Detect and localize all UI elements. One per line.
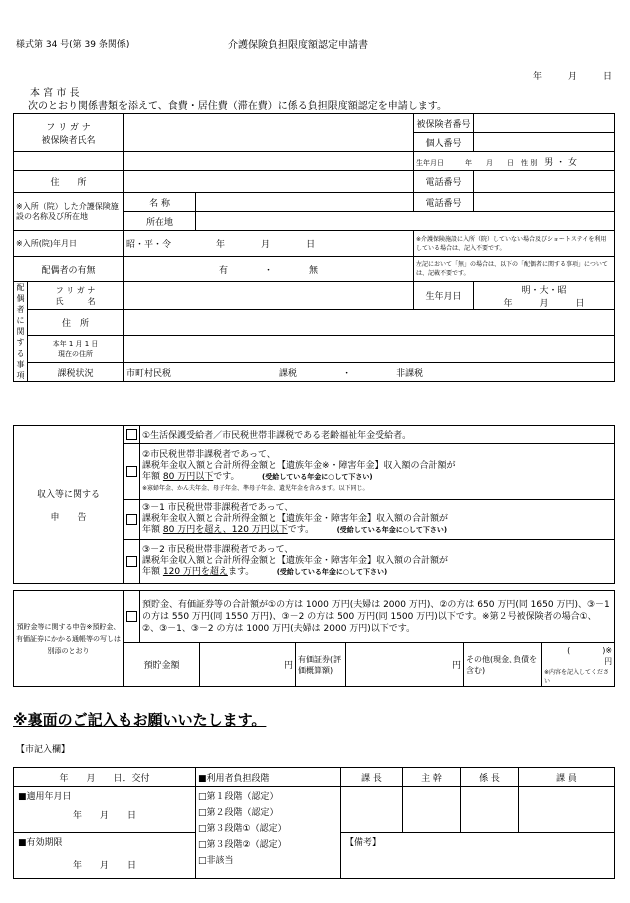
sp-address-field[interactable] xyxy=(124,310,615,336)
insured-name-label: フ リ ガ ナ 被保険者氏名 xyxy=(14,114,124,152)
intro-text: 次のとおり関係書類を添えて、食費・居住費（滞在費）に係る負担限度額認定を申請します。 xyxy=(28,101,447,112)
form-title: 介護保険負担限度額認定申請書 xyxy=(228,40,368,51)
other-field[interactable]: ( )※ 円 ※内容を記入してください xyxy=(542,643,615,687)
sp-birth-label: 生年月日 xyxy=(414,282,474,310)
form-number: 様式第 34 号(第 39 条関係) xyxy=(16,40,130,50)
income-table xyxy=(13,425,615,584)
address-field[interactable] xyxy=(124,171,414,193)
phone-field[interactable] xyxy=(474,171,615,193)
sp-jan-address-label: 本年 1 月 1 日 現在の住所 xyxy=(28,336,124,363)
savings-table xyxy=(13,590,615,687)
addressee: 本 宮 市 長 xyxy=(30,88,80,99)
back-notice: ※裏面のご記入もお願いいたします。 xyxy=(13,711,267,729)
insured-blank2 xyxy=(124,152,414,171)
opt2-text: ②市民税世帯非課税者であって、 課税年金収入額と合計所得金額と【遺族年金※・障害年金】収入額の合計額が 年額 80 万円以下です。 (受給している年金に○して下さい) ※寡婦年金、かん夫年金、母子年金、準母子年金、遺児年金を含みます。以下同じ。 xyxy=(140,444,615,500)
personal-no-label: 個人番号 xyxy=(414,133,474,152)
opt3-checkbox[interactable] xyxy=(124,500,140,540)
date-month: 月 xyxy=(568,72,578,82)
personal-no-field[interactable] xyxy=(474,133,615,152)
facility-phone-field[interactable] xyxy=(474,193,615,212)
opt1-text: ①生活保護受給者／市民税世帯非課税である老齢福祉年金受給者。 xyxy=(140,426,615,444)
savings-text: 預貯金、有価証券等の合計額が①の方は 1000 万円(夫婦は 2000 万円)、②の方は 650 万円(同 1650 万円)、③－1 の方は 550 万円(同 1550 万円)、③－2 の方は 500 万円(同 1500 万円)以下です。※第２号被保険者の場合①、②、③－1、③－2 の方は 1000 万円(夫婦は 2000 万円)以下です。 xyxy=(140,591,615,643)
facility-name-field[interactable] xyxy=(196,193,414,212)
city-section-title: 【市記入欄】 xyxy=(16,745,71,755)
sp-name-label: フ リ ガ ナ 氏 名 xyxy=(28,282,124,310)
sub-label: 係 長 xyxy=(461,768,519,787)
date-day: 日 xyxy=(603,72,613,82)
facility-loc-label: 所在地 xyxy=(124,212,196,231)
savings-checkbox[interactable] xyxy=(124,591,140,643)
opt4-checkbox[interactable] xyxy=(124,540,140,584)
insured-no-field[interactable] xyxy=(474,114,615,133)
sub-stamp[interactable] xyxy=(461,787,519,833)
spouse-options[interactable]: 有 ・ 無 xyxy=(124,257,414,282)
income-label: 収入等に関する 申 告 xyxy=(14,426,124,584)
opt1-checkbox[interactable] xyxy=(124,426,140,444)
address-label: 住 所 xyxy=(14,171,124,193)
savings-label: 預貯金等に関する申告※預貯金、有価証券にかかる通帳等の写しは別添のとおり xyxy=(14,591,124,687)
deposit-field[interactable]: 円 xyxy=(200,643,296,687)
city-table xyxy=(13,767,615,879)
insured-name-field[interactable] xyxy=(124,114,414,152)
admit-label: ※入所(院)年月日 xyxy=(14,231,124,257)
facility-name-label: 名 称 xyxy=(124,193,196,212)
chief-stamp[interactable] xyxy=(341,787,403,833)
spouse-section-label: 配偶者に関する事項 xyxy=(14,282,28,382)
birth-sex-row[interactable]: 生年月日 年 月 日 性 別 男 ・ 女 xyxy=(414,152,615,171)
facility-label: ※入所（院）した介護保険施設の名称及び所在地 xyxy=(14,193,124,231)
insured-blank xyxy=(14,152,124,171)
opt2-checkbox[interactable] xyxy=(124,444,140,500)
spouse-label: 配偶者の有無 xyxy=(14,257,124,282)
staff-stamp[interactable] xyxy=(519,787,615,833)
phone-label: 電話番号 xyxy=(414,171,474,193)
valid-date[interactable]: ■有効期限 年 月 日 xyxy=(14,833,196,879)
facility-loc-field[interactable] xyxy=(196,212,615,231)
applied-date[interactable]: ■適用年月日 年 月 日 xyxy=(14,787,196,833)
opt4-text: ③－2 市民税世帯非課税者であって、 課税年金収入額と合計所得金額と【遺族年金・障害年金】収入額の合計額が 年額 120 万円を超えます。 (受給している年金に○して下さい) xyxy=(140,540,615,584)
facility-phone-label: 電話番号 xyxy=(414,193,474,212)
main-label: 主 幹 xyxy=(403,768,461,787)
sp-address-label: 住 所 xyxy=(28,310,124,336)
grade-title: ■利用者負担段階 xyxy=(196,768,341,787)
remarks-field[interactable]: 【備考】 xyxy=(341,833,615,879)
chief-label: 課 長 xyxy=(341,768,403,787)
opt3-text: ③－1 市民税世帯非課税者であって、 課税年金収入額と合計所得金額と【遺族年金・障害年金】収入額の合計額が 年額 80 万円を超え、120 万円以下です。 (受給している年金に○して下さい) xyxy=(140,500,615,540)
insured-no-label: 被保険者番号 xyxy=(414,114,474,133)
deposit-label: 預貯金額 xyxy=(124,643,200,687)
grade-options[interactable]: □第１段階（認定） □第２段階（認定） □第３段階①（認定） □第３段階②（認定） □非該当 xyxy=(196,787,341,879)
tax-status-field[interactable]: 市町村民税 課税 ・ 非課税 xyxy=(124,363,615,382)
sp-jan-address-field[interactable] xyxy=(124,336,615,363)
sp-name-field[interactable] xyxy=(124,282,414,310)
securities-label: 有価証券(評価概算額) xyxy=(296,643,346,687)
staff-label: 課 員 xyxy=(519,768,615,787)
tax-status-label: 課税状況 xyxy=(28,363,124,382)
securities-field[interactable]: 円 xyxy=(346,643,464,687)
admit-note: ※介護保険施設に入所（院）していない場合及びショートステイを利用している場合は、記入不要です。 xyxy=(414,231,615,257)
spouse-note: 左記において「無」の場合は、以下の「配偶者に関する事項」については、記載不要です。 xyxy=(414,257,615,282)
other-label: その他(現金､負債を含む) xyxy=(464,643,542,687)
date-year: 年 xyxy=(533,72,543,82)
main-stamp[interactable] xyxy=(403,787,461,833)
admit-date-field[interactable]: 昭・平・令 年 月 日 xyxy=(124,231,414,257)
sp-birth-field[interactable]: 明・大・昭 年 月 日 xyxy=(474,282,615,310)
issue-date[interactable]: 年 月 日．交付 xyxy=(14,768,196,787)
applicant-table xyxy=(13,113,615,382)
